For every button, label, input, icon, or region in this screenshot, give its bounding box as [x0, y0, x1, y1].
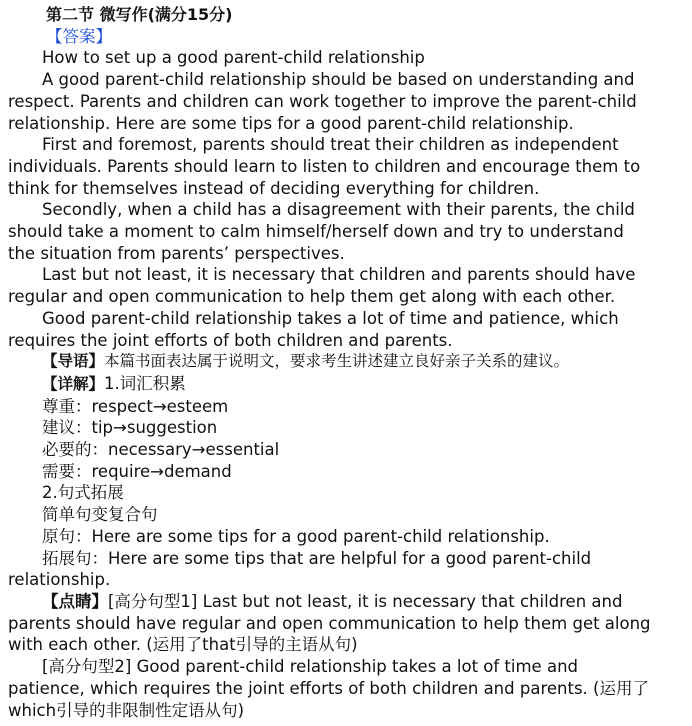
paragraph-line: Good parent-child relationship takes a lot of time and patience, which: [42, 308, 619, 328]
vocab-item: 尊重：respect→esteem: [42, 396, 229, 416]
paragraph-line: should take a moment to calm himself/herself down and try to understand: [8, 222, 624, 242]
guide-label: 【导语】: [42, 352, 105, 371]
detail-heading: [8, 373, 678, 396]
essay-paragraph-5: [8, 308, 678, 351]
paragraph-line: [8, 591, 678, 613]
original-sentence: 原句：Here are some tips for a good parent-child relationship.: [42, 526, 550, 546]
answer-label: 【答案】: [46, 26, 112, 46]
paragraph-line: First and foremost, parents should treat their children as independent: [42, 135, 619, 155]
paragraph-line: regular and open communication to help them get along with each other.: [8, 287, 616, 307]
paragraph-line: parents should have regular and open communication to help them get along: [8, 613, 651, 633]
paragraph-line: Secondly, when a child has a disagreement with their parents, the child: [42, 200, 635, 220]
paragraph-line: 拓展句：Here are some tips that are helpful for a good parent-child: [42, 548, 592, 568]
highlight-item-2: [8, 656, 678, 721]
paragraph-line: [高分句型2] Good parent-child relationship takes a lot of time and: [42, 657, 579, 677]
section-heading: 第二节 微写作(满分15分): [46, 5, 233, 24]
guide-note: [8, 351, 678, 373]
highlight-item-1: [8, 591, 678, 656]
paragraph-line: relationship. Here are some tips for a good parent-child relationship.: [8, 113, 574, 133]
paragraph-line: the situation from parents’ perspectives.: [8, 243, 345, 263]
essay-paragraph-3: [8, 199, 678, 264]
paragraph-line: respect. Parents and children can work together to improve the parent-child: [8, 91, 637, 111]
detail-label: 【详解】: [42, 374, 105, 393]
paragraph-line: relationship.: [8, 570, 111, 590]
paragraph-line: individuals. Parents should learn to listen to children and encourage them to: [8, 156, 641, 176]
essay-paragraph-4: [8, 264, 678, 307]
vocab-heading: 1.词汇积累: [104, 373, 186, 393]
vocab-item: 建议：tip→suggestion: [42, 418, 218, 438]
essay-paragraph-1: [8, 69, 678, 134]
paragraph-line: think for themselves instead of deciding everything for children.: [8, 178, 540, 198]
vocab-item: 需要：require→demand: [42, 461, 232, 481]
paragraph-line: Last but not least, it is necessary that children and parents should have: [42, 265, 636, 285]
sentence-heading: 2.句式拓展: [42, 483, 124, 503]
paragraph-line: requires the joint efforts of both children and parents.: [8, 330, 453, 350]
paragraph-line: A good parent-child relationship should be based on understanding and: [42, 70, 635, 90]
paragraph-line: with each other. (运用了that引导的主语从句): [8, 635, 358, 655]
guide-text: 本篇书面表达属于说明文，要求考生讲述建立良好亲子关系的建议。: [104, 352, 570, 371]
vocab-item: 必要的：necessary→essential: [42, 440, 280, 460]
essay-title: How to set up a good parent-child relationship: [42, 48, 425, 68]
essay-paragraph-2: [8, 134, 678, 199]
paragraph-line: which引导的非限制性定语从句): [8, 700, 245, 720]
paragraph-line: patience, which requires the joint efforts of both children and parents. (运用了: [8, 678, 649, 698]
sentence-subheading: 简单句变复合句: [42, 505, 158, 525]
highlight-text: [高分句型1] Last but not least, it is necessary that children and: [108, 591, 623, 611]
expanded-sentence: [8, 548, 678, 591]
highlight-label: 【点睛】: [42, 591, 108, 611]
